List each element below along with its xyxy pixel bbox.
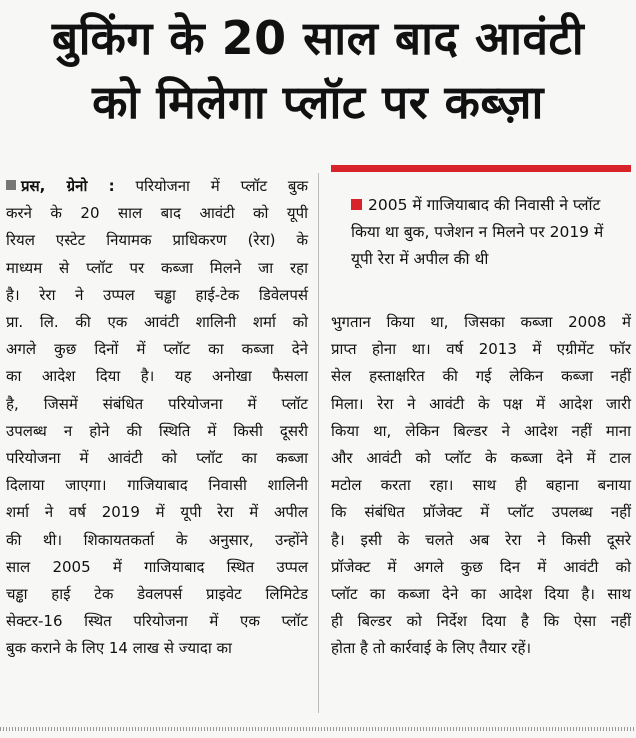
text-line: प्रा. लि. की एक आवंटी शालिनी शर्मा को: [6, 313, 308, 332]
text-line: अगले कुछ दिनों में प्लॉट का कब्जा देने: [6, 340, 308, 359]
text-line: प्रॉजेक्ट में अगले कुछ दिन में आवंटी को: [331, 557, 631, 576]
byline: प्रस, ग्रेनो :: [21, 177, 115, 195]
text-line: है। रेरा ने उप्पल चड्ढा हाई-टेक डिवेलपर्स: [6, 285, 308, 304]
text-line: साल 2005 में गाजियाबाद स्थित उप्पल: [6, 557, 308, 576]
pull-quote-text: 2005 में गाजियाबाद की निवासी ने प्लॉट किया था बुक, पजेशन न मिलने पर 2019 में यूपी रेरा में अपील की थी: [351, 196, 604, 268]
column-divider: [318, 173, 319, 713]
headline: [0, 6, 636, 134]
text-line: होता है तो कार्रवाई के लिए तैयार रहें।: [331, 639, 532, 658]
text-line: और आवंटी को प्लॉट के कब्जा देने में टाल: [331, 449, 631, 468]
text-line: कि संबंधित प्रॉजेक्ट में प्लॉट उपलब्ध नहीं: [331, 503, 631, 522]
pull-quote-box: [331, 165, 631, 308]
text-line: ही बिल्डर को निर्देश दिया है कि ऐसा नहीं: [331, 612, 631, 631]
bullet-square-icon: [6, 180, 16, 190]
first-line-text: परियोजना में प्लॉट बुक: [135, 177, 308, 195]
text-line: चड्ढा हाई टेक डेवलपर्स प्राइवेट लिमिटेड: [6, 585, 308, 604]
left-body: [6, 200, 308, 662]
headline-line-2: को मिलेगा प्लॉट पर कब्ज़ा: [92, 75, 544, 129]
text-line: मिला। रेरा ने आवंटी के पक्ष में आदेश जारी: [331, 394, 631, 413]
text-line: करने के 20 साल बाद आवंटी को यूपी: [6, 204, 308, 223]
text-line: की थी। शिकायतकर्ता के अनुसार, उन्होंने: [6, 530, 308, 549]
text-line: सेल हस्ताक्षरित की गई लेकिन कब्जा नहीं: [331, 367, 631, 386]
pull-quote: [351, 192, 621, 273]
text-line: भुगतान किया था, जिसका कब्जा 2008 में: [331, 313, 631, 331]
text-line: परियोजना में आवंटी को प्लॉट का कब्जा: [6, 449, 308, 468]
text-line: मटोल करता रहा। साथ ही बहाना बनाया: [331, 476, 631, 495]
bottom-dotted-rule: [0, 727, 636, 731]
text-line: किया था, लेकिन बिल्डर ने आदेश नहीं माना: [331, 421, 631, 440]
text-line: माध्यम से प्लॉट पर कब्जा मिलने जा रहा: [6, 258, 308, 277]
article-column-right: [331, 309, 631, 663]
text-line: है। इसी के चलते अब रेरा ने किसी दूसरे: [331, 530, 631, 549]
headline-line-1: बुकिंग के 20 साल बाद आवंटी: [51, 11, 585, 65]
text-line: सेक्टर-16 स्थित परियोजना में एक प्लॉट: [6, 612, 308, 631]
text-line: शर्मा ने वर्ष 2019 में यूपी रेरा में अपील: [6, 503, 308, 522]
text-line: का आदेश दिया है। यह अनोखा फैसला: [6, 367, 308, 386]
article-column-left: [6, 173, 308, 663]
text-line: प्लॉट का कब्जा देने का आदेश दिया है। साथ: [331, 585, 631, 604]
text-line: रियल एस्टेट नियामक प्राधिकरण (रेरा) के: [6, 231, 308, 250]
text-line: दिलाया जाएगा। गाजियाबाद निवासी शालिनी: [6, 476, 308, 495]
text-line: उपलब्ध न होने की स्थिति में किसी दूसरी: [6, 421, 308, 440]
first-line: [6, 173, 308, 200]
red-square-icon: [351, 199, 362, 210]
text-line: प्राप्त होना था। वर्ष 2013 में एग्रीमेंट फॉर: [331, 340, 631, 359]
text-line: बुक कराने के लिए 14 लाख से ज्यादा का: [6, 639, 232, 658]
text-line: है, जिसमें संबंधित परियोजना में प्लॉट: [6, 394, 308, 413]
